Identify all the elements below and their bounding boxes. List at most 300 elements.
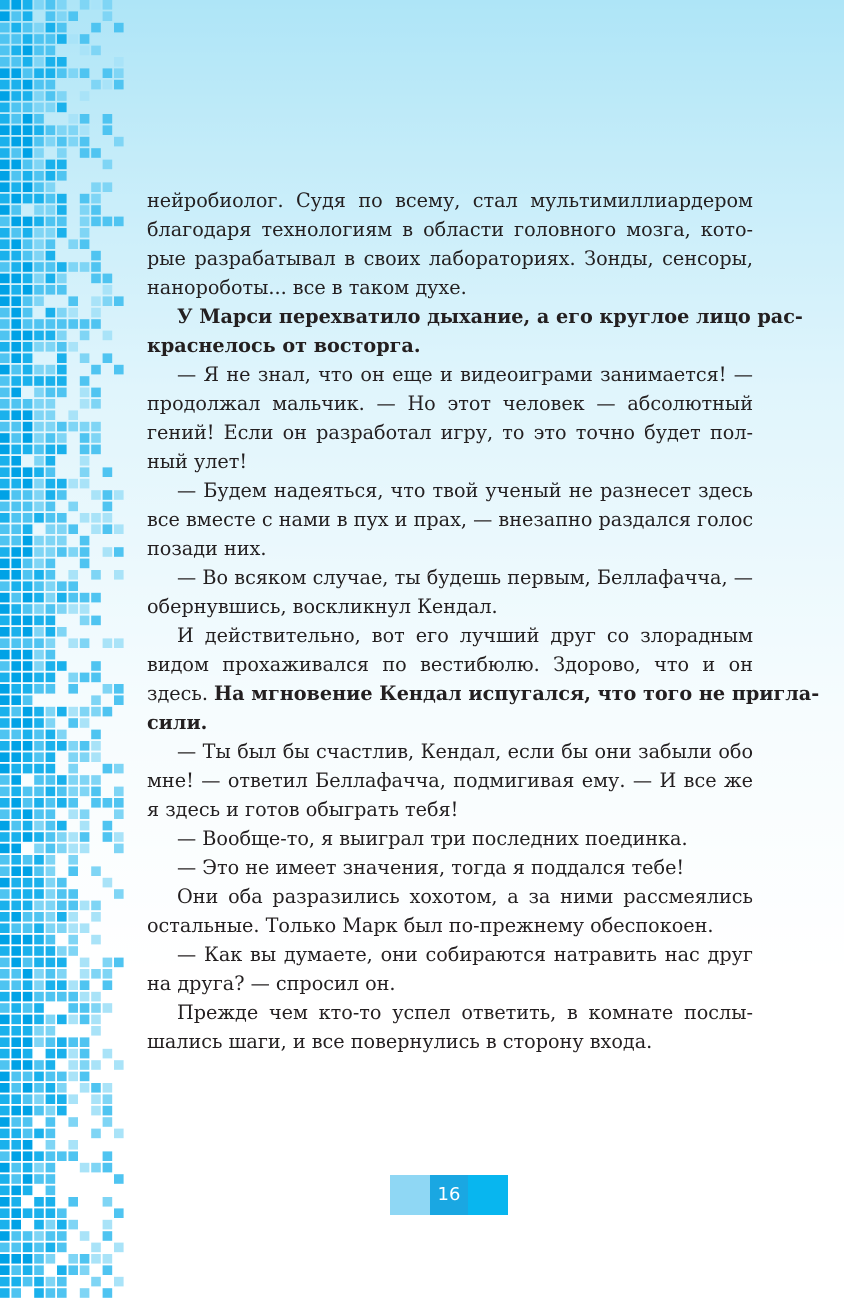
mosaic-pixel — [11, 604, 21, 614]
mosaic-pixel — [0, 137, 10, 147]
mosaic-pixel — [91, 296, 101, 306]
mosaic-pixel — [11, 889, 21, 899]
mosaic-pixel — [80, 1083, 90, 1093]
mosaic-pixel — [23, 536, 33, 546]
mosaic-pixel — [57, 992, 67, 1002]
mosaic-pixel — [80, 980, 90, 990]
mosaic-pixel — [0, 490, 10, 500]
mosaic-pixel — [68, 581, 78, 591]
mosaic-pixel — [91, 388, 101, 398]
mosaic-pixel — [57, 1015, 67, 1025]
mosaic-pixel — [11, 217, 21, 227]
mosaic-pixel — [46, 513, 56, 523]
mosaic-pixel — [11, 946, 21, 956]
mosaic-pixel — [0, 889, 10, 899]
mosaic-pixel — [34, 1254, 44, 1264]
text-line — [147, 186, 753, 215]
mosaic-pixel — [11, 388, 21, 398]
mosaic-pixel — [11, 787, 21, 797]
mosaic-pixel — [46, 467, 56, 477]
mosaic-pixel — [0, 171, 10, 181]
mosaic-pixel — [68, 741, 78, 751]
mosaic-pixel — [11, 547, 21, 557]
mosaic-pixel — [0, 695, 10, 705]
mosaic-pixel — [46, 764, 56, 774]
mosaic-pixel — [103, 490, 113, 500]
mosaic-pixel — [11, 1197, 21, 1207]
mosaic-pixel — [46, 650, 56, 660]
mosaic-pixel — [57, 376, 67, 386]
mosaic-pixel — [34, 878, 44, 888]
mosaic-pixel — [0, 707, 10, 717]
mosaic-pixel — [34, 958, 44, 968]
mosaic-pixel — [103, 1083, 113, 1093]
mosaic-pixel — [23, 296, 33, 306]
mosaic-pixel — [11, 992, 21, 1002]
text-span: нанороботы... все в таком духе. — [147, 276, 467, 299]
mosaic-pixel — [46, 616, 56, 626]
mosaic-pixel — [91, 205, 101, 215]
mosaic-pixel — [46, 23, 56, 33]
mosaic-pixel — [103, 1197, 113, 1207]
mosaic-pixel — [57, 217, 67, 227]
mosaic-pixel — [23, 125, 33, 135]
mosaic-pixel — [34, 467, 44, 477]
mosaic-pixel — [11, 1163, 21, 1173]
mosaic-pixel — [23, 1003, 33, 1013]
mosaic-pixel — [11, 445, 21, 455]
mosaic-pixel — [23, 433, 33, 443]
mosaic-pixel — [57, 1288, 67, 1298]
mosaic-pixel — [91, 0, 101, 10]
mosaic-pixel — [46, 1117, 56, 1127]
mosaic-pixel — [23, 787, 33, 797]
mosaic-pixel — [46, 1231, 56, 1241]
mosaic-pixel — [11, 57, 21, 67]
mosaic-pixel — [68, 832, 78, 842]
mosaic-pixel — [103, 296, 113, 306]
mosaic-pixel — [0, 1288, 10, 1298]
mosaic-pixel — [57, 969, 67, 979]
mosaic-pixel — [34, 798, 44, 808]
mosaic-pixel — [46, 1026, 56, 1036]
mosaic-pixel — [46, 1049, 56, 1059]
text-line — [147, 592, 753, 621]
mosaic-pixel — [0, 148, 10, 158]
mosaic-pixel — [91, 570, 101, 580]
mosaic-pixel — [114, 958, 124, 968]
mosaic-pixel — [11, 490, 21, 500]
mosaic-pixel — [91, 593, 101, 603]
mosaic-pixel — [34, 182, 44, 192]
mosaic-pixel — [57, 171, 67, 181]
mosaic-pixel — [57, 787, 67, 797]
mosaic-pixel — [57, 707, 67, 717]
mosaic-pixel — [91, 433, 101, 443]
mosaic-pixel — [0, 752, 10, 762]
mosaic-pixel — [114, 1060, 124, 1070]
mosaic-pixel — [80, 399, 90, 409]
mosaic-pixel — [91, 23, 101, 33]
mosaic-pixel — [46, 456, 56, 466]
mosaic-pixel — [0, 581, 10, 591]
mosaic-pixel — [11, 11, 21, 21]
mosaic-pixel — [103, 11, 113, 21]
mosaic-pixel — [11, 410, 21, 420]
mosaic-pixel — [34, 923, 44, 933]
mosaic-pixel — [0, 68, 10, 78]
mosaic-pixel — [114, 684, 124, 694]
mosaic-pixel — [11, 695, 21, 705]
mosaic-pixel — [80, 821, 90, 831]
mosaic-pixel — [23, 547, 33, 557]
text-line — [147, 476, 753, 505]
text-span: продолжал мальчик. — Но этот человек — абсолютный — [147, 392, 753, 415]
mosaic-pixel — [23, 137, 33, 147]
mosaic-pixel — [114, 296, 124, 306]
mosaic-pixel — [103, 114, 113, 124]
mosaic-pixel — [11, 524, 21, 534]
mosaic-pixel — [46, 707, 56, 717]
mosaic-pixel — [34, 160, 44, 170]
mosaic-pixel — [91, 673, 101, 683]
mosaic-pixel — [68, 593, 78, 603]
mosaic-pixel — [34, 1037, 44, 1047]
mosaic-pixel — [23, 308, 33, 318]
mosaic-pixel — [68, 980, 78, 990]
text-line — [147, 244, 753, 273]
mosaic-pixel — [114, 1208, 124, 1218]
mosaic-pixel — [57, 1208, 67, 1218]
mosaic-pixel — [11, 513, 21, 523]
mosaic-pixel — [11, 855, 21, 865]
mosaic-pixel — [0, 91, 10, 101]
mosaic-pixel — [91, 399, 101, 409]
mosaic-pixel — [0, 524, 10, 534]
mosaic-pixel — [34, 137, 44, 147]
mosaic-pixel — [34, 296, 44, 306]
mosaic-pixel — [103, 958, 113, 968]
text-span: позади них. — [147, 537, 267, 560]
mosaic-pixel — [11, 684, 21, 694]
mosaic-pixel — [11, 1277, 21, 1287]
mosaic-pixel — [11, 274, 21, 284]
mosaic-pixel — [57, 148, 67, 158]
mosaic-pixel — [0, 467, 10, 477]
mosaic-pixel — [0, 1186, 10, 1196]
mosaic-pixel — [91, 1129, 101, 1139]
mosaic-pixel — [57, 23, 67, 33]
mosaic-pixel — [23, 331, 33, 341]
mosaic-pixel — [23, 502, 33, 512]
mosaic-pixel — [103, 513, 113, 523]
mosaic-pixel — [57, 160, 67, 170]
mosaic-pixel — [23, 798, 33, 808]
mosaic-pixel — [11, 844, 21, 854]
mosaic-pixel — [46, 878, 56, 888]
mosaic-pixel — [57, 388, 67, 398]
mosaic-pixel — [68, 342, 78, 352]
mosaic-pixel — [46, 125, 56, 135]
mosaic-pixel — [68, 684, 78, 694]
mosaic-pixel — [80, 741, 90, 751]
mosaic-pixel — [23, 946, 33, 956]
mosaic-pixel — [0, 787, 10, 797]
mosaic-pixel — [46, 433, 56, 443]
mosaic-pixel — [91, 251, 101, 261]
mosaic-pixel — [0, 319, 10, 329]
mosaic-pixel — [0, 855, 10, 865]
mosaic-pixel — [34, 274, 44, 284]
mosaic-pixel — [11, 433, 21, 443]
mosaic-pixel — [11, 285, 21, 295]
mosaic-pixel — [23, 23, 33, 33]
mosaic-pixel — [57, 1151, 67, 1161]
mosaic-pixel — [46, 308, 56, 318]
mosaic-pixel — [0, 673, 10, 683]
mosaic-pixel — [0, 1072, 10, 1082]
mosaic-pixel — [91, 787, 101, 797]
mosaic-pixel — [103, 1163, 113, 1173]
mosaic-pixel — [23, 91, 33, 101]
mosaic-pixel — [57, 479, 67, 489]
mosaic-pixel — [23, 1117, 33, 1127]
mosaic-pixel — [68, 11, 78, 21]
mosaic-pixel — [80, 536, 90, 546]
mosaic-pixel — [103, 160, 113, 170]
mosaic-pixel — [103, 1049, 113, 1059]
mosaic-pixel — [103, 0, 113, 10]
mosaic-pixel — [0, 23, 10, 33]
mosaic-pixel — [46, 1174, 56, 1184]
mosaic-pixel — [34, 285, 44, 295]
mosaic-pixel — [57, 319, 67, 329]
mosaic-pixel — [68, 125, 78, 135]
mosaic-pixel — [0, 433, 10, 443]
mosaic-pixel — [23, 1072, 33, 1082]
mosaic-pixel — [0, 388, 10, 398]
text-line — [147, 824, 753, 853]
mosaic-pixel — [34, 502, 44, 512]
mosaic-pixel — [34, 1174, 44, 1184]
mosaic-pixel — [23, 958, 33, 968]
mosaic-pixel — [34, 901, 44, 911]
mosaic-pixel — [80, 467, 90, 477]
mosaic-pixel — [0, 182, 10, 192]
mosaic-pixel — [91, 46, 101, 56]
mosaic-pixel — [11, 228, 21, 238]
mosaic-pixel — [46, 627, 56, 637]
mosaic-pixel — [46, 194, 56, 204]
mosaic-pixel — [46, 1277, 56, 1287]
page-number: 16 — [430, 1175, 468, 1215]
mosaic-pixel — [23, 239, 33, 249]
mosaic-pixel — [80, 148, 90, 158]
mosaic-pixel — [11, 376, 21, 386]
mosaic-pixel — [57, 262, 67, 272]
mosaic-pixel — [80, 1265, 90, 1275]
mosaic-pixel — [57, 980, 67, 990]
mosaic-pixel — [23, 342, 33, 352]
mosaic-pixel — [57, 285, 67, 295]
mosaic-pixel — [11, 1129, 21, 1139]
mosaic-pixel — [34, 479, 44, 489]
mosaic-pixel — [34, 604, 44, 614]
mosaic-pixel — [11, 171, 21, 181]
mosaic-pixel — [91, 775, 101, 785]
mosaic-pixel — [0, 1140, 10, 1150]
mosaic-pixel — [23, 11, 33, 21]
mosaic-pixel — [57, 0, 67, 10]
mosaic-pixel — [34, 718, 44, 728]
mosaic-pixel — [34, 194, 44, 204]
mosaic-pixel — [0, 958, 10, 968]
mosaic-pixel — [23, 627, 33, 637]
mosaic-pixel — [11, 456, 21, 466]
mosaic-pixel — [11, 1243, 21, 1253]
text-line — [147, 621, 753, 650]
mosaic-pixel — [46, 217, 56, 227]
mosaic-pixel — [23, 730, 33, 740]
mosaic-pixel — [34, 741, 44, 751]
mosaic-pixel — [23, 1243, 33, 1253]
mosaic-pixel — [80, 0, 90, 10]
text-line — [147, 215, 753, 244]
text-line — [147, 853, 753, 882]
mosaic-pixel — [34, 821, 44, 831]
mosaic-pixel — [23, 901, 33, 911]
mosaic-pixel — [34, 114, 44, 124]
mosaic-pixel — [11, 958, 21, 968]
mosaic-pixel — [23, 695, 33, 705]
mosaic-pixel — [68, 1060, 78, 1070]
mosaic-pixel — [46, 787, 56, 797]
mosaic-pixel — [103, 1151, 113, 1161]
mosaic-pixel — [68, 923, 78, 933]
text-line — [147, 534, 753, 563]
text-span: благодаря технологиям в области головного мозга, кото- — [147, 218, 753, 241]
mosaic-pixel — [103, 1106, 113, 1116]
mosaic-pixel — [46, 855, 56, 865]
text-span: нейробиолог. Судя по всему, стал мультимиллиардером — [147, 189, 753, 212]
mosaic-pixel — [46, 103, 56, 113]
mosaic-pixel — [34, 410, 44, 420]
mosaic-pixel — [0, 775, 10, 785]
mosaic-pixel — [80, 46, 90, 56]
mosaic-pixel — [34, 251, 44, 261]
mosaic-pixel — [23, 274, 33, 284]
mosaic-pixel — [91, 1060, 101, 1070]
mosaic-pixel — [91, 695, 101, 705]
mosaic-pixel — [46, 34, 56, 44]
mosaic-pixel — [103, 182, 113, 192]
mosaic-pixel — [46, 1288, 56, 1298]
mosaic-pixel — [91, 1015, 101, 1025]
mosaic-pixel — [80, 217, 90, 227]
text-span: — Это не имеет значения, тогда я поддался тебе! — [177, 856, 685, 879]
mosaic-pixel — [0, 513, 10, 523]
mosaic-pixel — [34, 433, 44, 443]
mosaic-pixel — [11, 923, 21, 933]
mosaic-pixel — [0, 1026, 10, 1036]
mosaic-pixel — [46, 0, 56, 10]
mosaic-pixel — [80, 1254, 90, 1264]
text-line — [147, 447, 753, 476]
mosaic-pixel — [11, 148, 21, 158]
mosaic-pixel — [46, 445, 56, 455]
text-line — [147, 505, 753, 534]
mosaic-pixel — [34, 422, 44, 432]
mosaic-pixel — [114, 832, 124, 842]
mosaic-pixel — [23, 935, 33, 945]
mosaic-pixel — [91, 1083, 101, 1093]
mosaic-pixel — [103, 1117, 113, 1127]
mosaic-pixel — [46, 410, 56, 420]
mosaic-pixel — [46, 604, 56, 614]
mosaic-pixel — [23, 764, 33, 774]
text-span: рые разрабатывал в своих лабораториях. Зонды, сенсоры, — [147, 247, 753, 270]
mosaic-pixel — [11, 673, 21, 683]
mosaic-pixel — [103, 980, 113, 990]
mosaic-pixel — [68, 319, 78, 329]
mosaic-pixel — [34, 171, 44, 181]
text-span: ный улет! — [147, 450, 248, 473]
mosaic-pixel — [68, 1140, 78, 1150]
mosaic-pixel — [11, 661, 21, 671]
mosaic-pixel — [103, 274, 113, 284]
text-span: Прежде чем кто-то успел ответить, в комнате послы- — [177, 1001, 753, 1024]
mosaic-pixel — [46, 399, 56, 409]
mosaic-pixel — [68, 34, 78, 44]
mosaic-pixel — [91, 80, 101, 90]
mosaic-pixel — [46, 935, 56, 945]
mosaic-pixel — [57, 1231, 67, 1241]
mosaic-pixel — [34, 650, 44, 660]
mosaic-pixel — [34, 445, 44, 455]
mosaic-pixel — [11, 1208, 21, 1218]
mosaic-pixel — [11, 1015, 21, 1025]
mosaic-pixel — [46, 1094, 56, 1104]
mosaic-pixel — [46, 866, 56, 876]
mosaic-pixel — [0, 741, 10, 751]
mosaic-pixel — [68, 764, 78, 774]
mosaic-pixel — [57, 1243, 67, 1253]
mosaic-pixel — [103, 707, 113, 717]
mosaic-pixel — [57, 68, 67, 78]
mosaic-pixel — [34, 969, 44, 979]
mosaic-pixel — [34, 239, 44, 249]
mosaic-pixel — [46, 1072, 56, 1082]
mosaic-pixel — [23, 1026, 33, 1036]
mosaic-pixel — [23, 1094, 33, 1104]
mosaic-pixel — [0, 718, 10, 728]
mosaic-pixel — [0, 1163, 10, 1173]
mosaic-pixel — [114, 1174, 124, 1184]
mosaic-pixel — [23, 1208, 33, 1218]
mosaic-pixel — [11, 0, 21, 10]
mosaic-pixel — [0, 296, 10, 306]
mosaic-pixel — [0, 821, 10, 831]
mosaic-pixel — [68, 296, 78, 306]
mosaic-pixel — [11, 1037, 21, 1047]
mosaic-pixel — [23, 889, 33, 899]
mosaic-pixel — [68, 901, 78, 911]
mosaic-pixel — [11, 1106, 21, 1116]
mosaic-pixel — [0, 410, 10, 420]
mosaic-pixel — [11, 1265, 21, 1275]
mosaic-pixel — [57, 205, 67, 215]
mosaic-pixel — [57, 342, 67, 352]
